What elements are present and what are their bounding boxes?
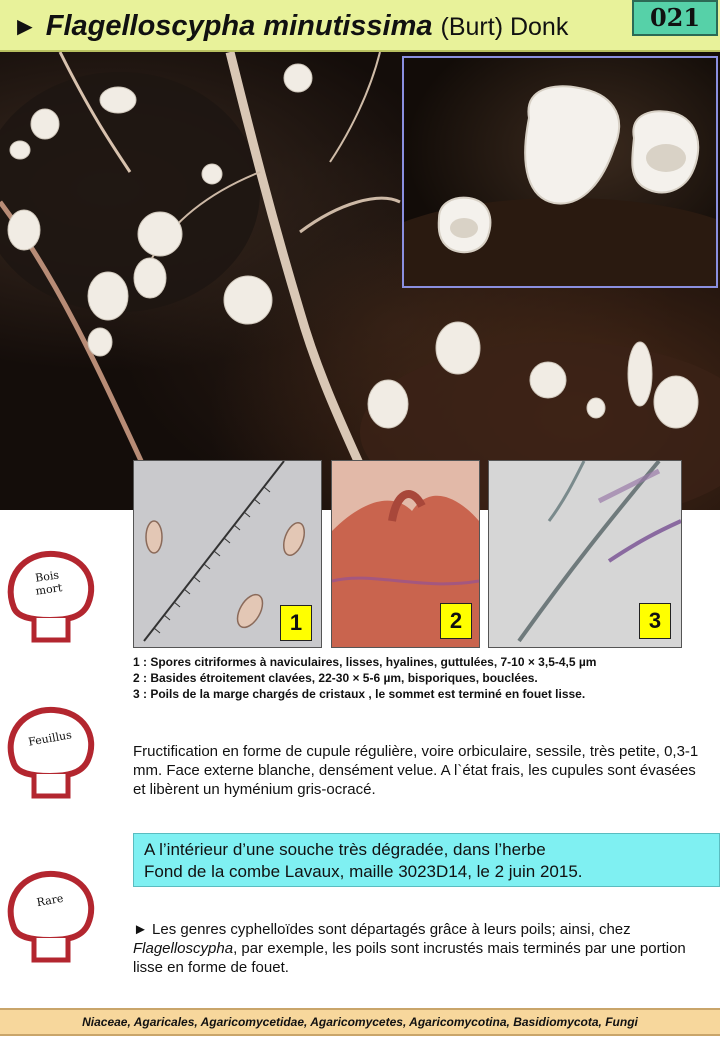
micrograph-captions [133, 654, 713, 702]
taxonomy-footer: Niaceae, Agaricales, Agaricomycetidae, Agaricomycetes, Agaricomycotina, Basidiomycota, Fungi [0, 1008, 720, 1036]
description-text: Fructification en forme de cupule régulière, voire orbiculaire, sessile, très petite, 0,3-1 mm. Face externe blanche, densément velue. A l`état frais, les cupules sont évasées et libèrent un hyménium gris-ocracé. [133, 743, 699, 798]
host-icon [4, 704, 96, 804]
habitat-box [133, 833, 720, 887]
micrograph-basidia [331, 460, 480, 648]
caption-line: 2 : Basides étroitement clavées, 22-30 × 5-6 µm, bisporiques, bouclées. [133, 671, 538, 685]
micrograph-spores [133, 460, 322, 648]
species-name: Flagelloscypha minutissima [45, 10, 433, 42]
page-title [12, 6, 568, 46]
note-genus: Flagelloscypha [133, 940, 234, 957]
mushroom-icon [4, 868, 96, 968]
micrograph-number-badge: 2 [440, 603, 472, 639]
sheet-code-badge: 021 [632, 0, 718, 36]
note-text-end: , par exemple, les poils sont incrustés mais terminés par une portion lisse en forme de fouet. [133, 940, 686, 976]
icon-label: Feuillus [27, 728, 73, 749]
note-text [133, 920, 718, 977]
note-text-start: Les genres cyphelloïdes sont départagés grâce à leurs poils; ainsi, chez [147, 921, 631, 938]
micrograph-number-badge: 1 [280, 605, 312, 641]
inset-illustration [404, 58, 716, 286]
header-bar [0, 0, 720, 52]
icon-label: Rare [35, 891, 65, 910]
inset-closeup-photo [402, 56, 718, 288]
substrate-icon [4, 548, 96, 648]
micrograph-number-badge: 3 [639, 603, 671, 639]
habitat-line: A l’intérieur d’une souche très dégradée, dans l’herbe [144, 840, 546, 859]
title-arrow-icon: ► [12, 11, 38, 41]
caption-line: 3 : Poils de la marge chargés de cristaux , le sommet est terminé en fouet lisse. [133, 687, 586, 701]
mushroom-icon [4, 704, 96, 804]
rarity-icon [4, 868, 96, 968]
note-arrow-icon: ► [133, 921, 148, 938]
icon-label: Bois mort [34, 568, 64, 598]
micrograph-hairs [488, 460, 682, 648]
caption-line: 1 : Spores citriformes à naviculaires, lisses, hyalines, guttulées, 7-10 × 3,5-4,5 µm [133, 655, 597, 669]
habitat-line: Fond de la combe Lavaux, maille 3023D14, le 2 juin 2015. [144, 862, 583, 881]
mushroom-icon [4, 548, 96, 648]
species-author: (Burt) Donk [440, 13, 569, 41]
